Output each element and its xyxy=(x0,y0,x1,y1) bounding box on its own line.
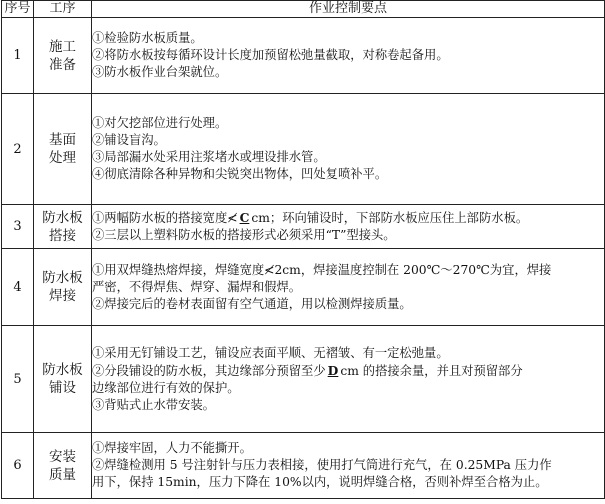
row-number: 3 xyxy=(2,205,34,249)
process-name xyxy=(34,18,92,94)
control-point-line: ①焊接牢固，人力不能撕开。 xyxy=(92,441,252,455)
text-segment: ②分段铺设的防水板，其边缘部分预留至少 xyxy=(92,363,326,378)
process-name-line: 施工 xyxy=(49,38,76,55)
fill-blank-answer: D xyxy=(327,362,339,378)
control-points xyxy=(92,205,605,249)
control-point-line: 边缘部位进行有效的保护。 xyxy=(92,380,240,395)
control-point-line: ①检验防水板质量。 xyxy=(92,31,203,45)
row-number: 1 xyxy=(2,18,34,94)
control-point-line: ①用双焊缝热熔焊接，焊缝宽度≮2cm，焊接温度控制在 200℃～270℃为宜，焊接 xyxy=(92,262,552,277)
process-name-line: 处理 xyxy=(49,150,76,166)
control-point-line: ③局部漏水处采用注浆堵水或埋设排水管。 xyxy=(92,150,326,164)
control-point-line: ①采用无钉铺设工艺，铺设应表面平顺、无褶皱、有一定松弛量。 xyxy=(92,345,449,360)
control-points xyxy=(92,326,605,433)
control-point-line: ③防水板作业台架就位。 xyxy=(92,65,228,79)
process-name-line: 防水板 xyxy=(42,270,83,286)
text-segment: cm 的搭接余量，并且对预留部分 xyxy=(340,363,523,378)
process-name-line: 安装 xyxy=(49,448,76,465)
control-points xyxy=(92,94,605,205)
row-number: 2 xyxy=(2,94,34,205)
text-segment: cm；环向铺设时，下部防水板应压住上部防水板。 xyxy=(251,211,529,225)
process-name-line: 准备 xyxy=(49,56,76,73)
header-points: 作业控制要点 xyxy=(92,1,605,18)
fill-blank-answer: C xyxy=(239,210,250,225)
control-point-line: ②铺设盲沟。 xyxy=(92,133,166,147)
control-point-line xyxy=(92,362,604,380)
process-name xyxy=(34,326,92,433)
control-point-line: ②焊缝检测用 5 号注射针与压力表相接，使用打气筒进行充气，在 0.25MPa 压力作 xyxy=(92,458,552,472)
control-point-line: ④彻底清除各种异物和尖锐突出物体，凹处复喷补平。 xyxy=(92,167,388,181)
process-name-line: 防水板 xyxy=(42,209,83,226)
process-name xyxy=(34,205,92,249)
process-name xyxy=(34,433,92,499)
control-point-line xyxy=(92,209,604,227)
control-point-line: 严密，不得焊焦、焊穿、漏焊和假焊。 xyxy=(92,279,302,294)
header-no: 序号 xyxy=(2,1,34,18)
table-row xyxy=(2,18,605,94)
process-name-line: 搭接 xyxy=(49,227,76,244)
control-point-line: ②焊接完后的卷材表面留有空气通道，用以检测焊接质量。 xyxy=(92,296,412,311)
process-name-line: 防水板 xyxy=(42,362,83,378)
table-row xyxy=(2,94,605,205)
control-point-line: ②三层以上塑料防水板的搭接形式必须采用“T”型接头。 xyxy=(92,228,396,242)
process-name xyxy=(34,94,92,205)
header-row xyxy=(2,1,605,18)
header-process: 工序 xyxy=(34,1,92,18)
control-points xyxy=(92,18,605,94)
table-row xyxy=(2,326,605,433)
control-point-line: ③背贴式止水带安装。 xyxy=(92,397,215,412)
process-name-line: 焊接 xyxy=(49,288,76,304)
table-row xyxy=(2,249,605,326)
table-row xyxy=(2,205,605,249)
row-number: 6 xyxy=(2,433,34,499)
control-point-line: 用下，保持 15min，压力下降在 10%以内，说明焊缝合格，否则补焊至合格为止。 xyxy=(92,475,548,489)
control-points xyxy=(92,249,605,326)
text-segment: ①两幅防水板的搭接宽度≮ xyxy=(92,211,238,225)
process-name-line: 基面 xyxy=(49,132,76,148)
control-point-line: ①对欠挖部位进行处理。 xyxy=(92,116,228,130)
row-number: 5 xyxy=(2,326,34,433)
process-control-table xyxy=(1,0,605,499)
control-point-line: ②将防水板按每循环设计长度加预留松弛量截取，对称卷起备用。 xyxy=(92,48,449,62)
row-number: 4 xyxy=(2,249,34,326)
process-name-line: 铺设 xyxy=(49,380,76,396)
process-name-line: 质量 xyxy=(49,466,76,483)
table-row xyxy=(2,433,605,499)
process-name xyxy=(34,249,92,326)
control-points xyxy=(92,433,605,499)
